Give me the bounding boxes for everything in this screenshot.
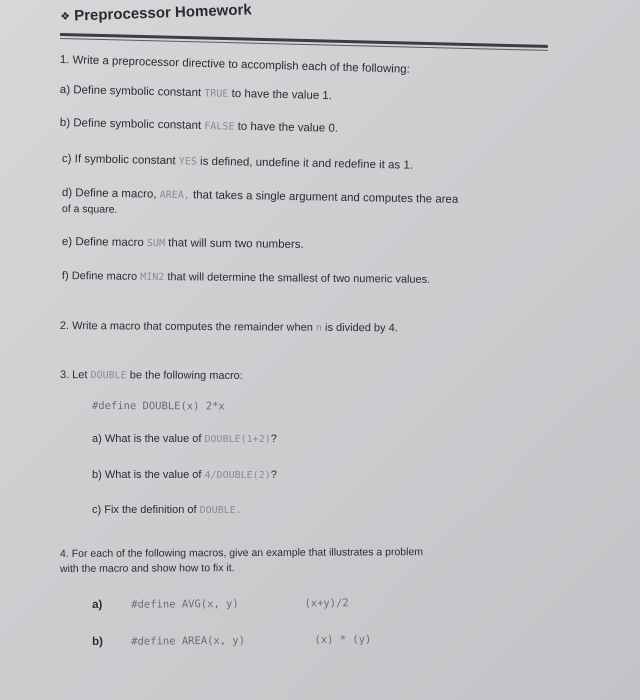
q1d-prefix: d) [61, 187, 73, 200]
q2-code: n [315, 322, 323, 334]
q1-item-b [60, 117, 338, 135]
q1e-code: SUM [146, 238, 166, 250]
q1-item-d [62, 187, 459, 206]
q2-after: is divided by 4. [324, 321, 398, 335]
q3-after: be the following macro: [129, 369, 243, 382]
q1c-prefix: c) [61, 153, 72, 166]
q3-intro [60, 369, 243, 382]
q1e-prefix: e) [61, 236, 73, 249]
diamond-bullet-icon: ❖ [60, 10, 71, 23]
q1d-text: Define a macro, [75, 187, 157, 201]
q1a-after: to have the value 1. [231, 87, 333, 103]
q1-item-a [60, 84, 332, 102]
q4b-define: #define AREA(x, y) [131, 634, 246, 648]
q1c-code: YES [178, 156, 198, 168]
q1b-after: to have the value 0. [237, 120, 339, 135]
q1-item-d-line2: of a square. [61, 203, 118, 216]
q4-line2: with the macro and show how to fix it. [60, 562, 235, 575]
q1a-prefix: a) [59, 84, 71, 97]
q3a-prefix: a) [92, 433, 102, 445]
q1d-after: that takes a single argument and computes the area [192, 189, 459, 206]
q1f-text: Define macro [71, 270, 138, 283]
q4a-body: (x+y)/2 [304, 597, 349, 610]
q1b-text: Define symbolic constant [73, 117, 202, 132]
q1f-prefix: f) [61, 270, 69, 283]
page-title: Preprocessor Homework [73, 1, 252, 25]
q3a-code: DOUBLE(1+2) [204, 434, 271, 445]
q3-item-b [92, 469, 277, 481]
q1-item-e [62, 236, 304, 251]
q3-before: 3. Let [59, 369, 88, 382]
q3c-prefix: c) [92, 504, 102, 516]
q1b-code: FALSE [204, 121, 235, 133]
q1b-prefix: b) [59, 117, 71, 130]
q4-line1: 4. For each of the following macros, give an example that illustrates a problem [60, 546, 424, 560]
q4a-define: #define AVG(x, y) [131, 597, 239, 611]
q1f-after: that will determine the smallest of two numeric values. [167, 271, 431, 286]
q1a-text: Define symbolic constant [73, 84, 202, 100]
q3-code: DOUBLE [90, 370, 127, 382]
q3-item-a [92, 433, 277, 445]
q3c-text: Fix the definition of [104, 504, 197, 516]
q1-intro: 1. Write a preprocessor directive to accomplish each of the following: [59, 54, 410, 76]
q3b-text: What is the value of [104, 469, 202, 481]
q1e-text: Define macro [75, 236, 144, 249]
q1d-code: AREA, [159, 189, 190, 202]
q4-item-a [92, 597, 349, 611]
q1-item-c [62, 153, 413, 172]
q3b-code: 4/DOUBLE(2) [204, 470, 271, 481]
q2-text [60, 320, 398, 334]
q4b-body: (x) * (y) [314, 633, 372, 647]
q4b-prefix: b) [92, 635, 103, 648]
q1a-code: TRUE [204, 88, 229, 100]
q4a-prefix: a) [92, 598, 103, 611]
q1c-after: is defined, undefine it and redefine it as 1. [199, 155, 414, 172]
q1e-after: that will sum two numbers. [168, 237, 304, 251]
q3-item-c [92, 504, 242, 516]
q1-item-f [62, 270, 430, 286]
q1c-text: If symbolic constant [74, 153, 176, 168]
q3b-prefix: b) [92, 469, 102, 481]
q3b-after: ? [270, 469, 277, 481]
q1f-code: MIN2 [140, 271, 165, 284]
q3c-code: DOUBLE. [199, 505, 242, 516]
q3a-after: ? [270, 433, 277, 445]
q4-item-b [92, 634, 371, 648]
q3a-text: What is the value of [104, 433, 202, 445]
q2-before: 2. Write a macro that computes the remainder when [59, 320, 313, 334]
q3-define: #define DOUBLE(x) 2*x [91, 400, 225, 413]
title-row [60, 1, 252, 25]
